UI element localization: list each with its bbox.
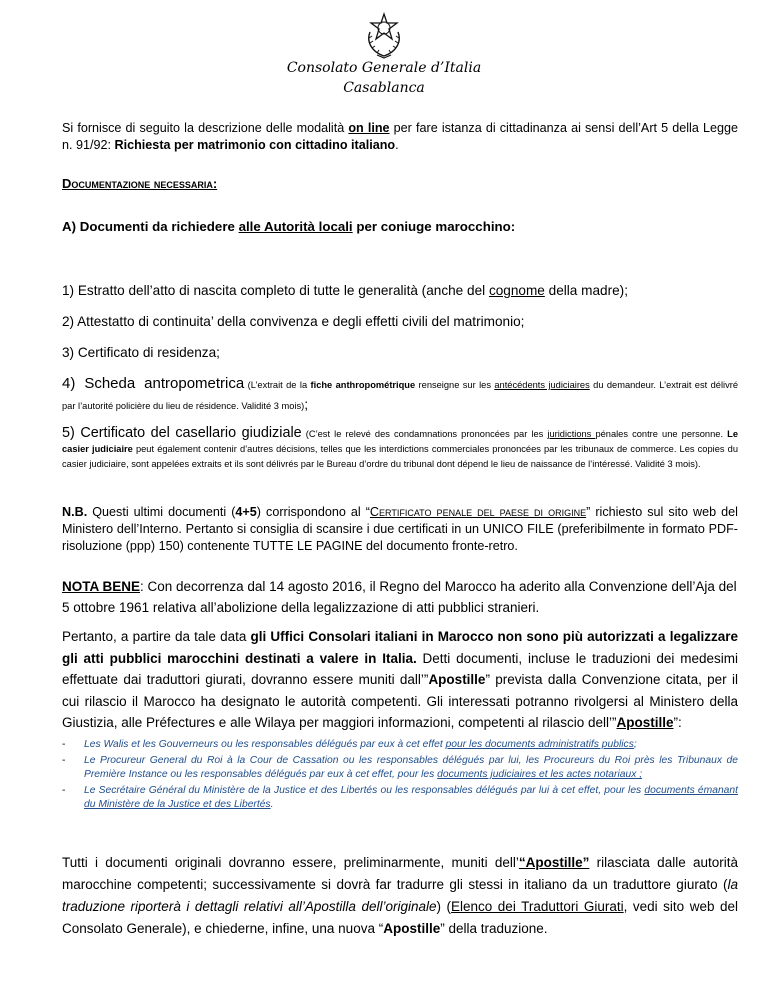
- item1-cognome: cognome: [488, 283, 545, 298]
- section-title-text: Documentazione necessaria:: [62, 176, 218, 191]
- nb-text: Questi ultimi documenti (: [87, 505, 236, 519]
- list-item: [62, 426, 738, 471]
- tutti-text: ) (: [436, 899, 452, 914]
- nota-bene-label: NOTA BENE: [62, 579, 141, 594]
- nb-paragraph: [62, 504, 738, 555]
- tutti-text: rilasciata dalle autorità marocchine competenti; successivamente si dovrà far tradurre gli stessi in italiano da un traduttore giurato (: [62, 855, 739, 892]
- subtitle-authorities: alle Autorità locali: [238, 219, 353, 234]
- pertanto-text: ” prevista dalla Convenzione citata, per il cui rilascio il Marocco ha designato le autorità competenti. Gli interessati potranno rivolgersi al Ministero della Giustizia, alle Préfectures e alle Wilaya per maggiori informazioni, competenti al rilascio dell’”: [62, 672, 738, 730]
- documents-subtitle: [62, 218, 738, 235]
- nb-label: N.B.: [62, 505, 88, 519]
- subtitle-text: A) Documenti da richiedere: [62, 219, 239, 234]
- tutti-paragraph: [62, 852, 738, 940]
- intro-text: per fare istanza di cittadinanza ai sensi dell’Art 5 della Legge n. 91/92:: [62, 121, 738, 152]
- list-item: [62, 283, 738, 298]
- intro-online: on line: [348, 121, 390, 135]
- pertanto-bold: gli Uffici Consolari italiani in Marocco non sono più autorizzati a legalizzare gli atti pubblici marocchini destinati a valere in Italia.: [62, 629, 738, 666]
- bullet-text: .: [270, 799, 274, 811]
- pertanto-text: ”:: [673, 715, 682, 730]
- subtitle-text: per coniuge marocchino:: [352, 219, 516, 234]
- list-item: [62, 314, 738, 329]
- bullet-text: ;: [633, 739, 637, 750]
- nb-certificate: Certificato penale del paese di origine: [369, 505, 587, 519]
- translators-list-link[interactable]: Elenco dei Traduttori Giurati: [451, 899, 624, 914]
- list-item: [62, 738, 738, 753]
- item5-note: pénales contre une personne.: [595, 429, 728, 439]
- bullet-dash: -: [62, 754, 66, 766]
- item4-title: 4) Scheda antropometrica: [62, 375, 245, 392]
- item5-note-bold: Le casier judiciaire: [62, 429, 738, 454]
- item5-note: peut également contenir d’autres décisions, telles que les interdictions commerciales prononcées par les tribunaux de commerce. Les copies du casier judiciaire, sont appelées extraits et ils sont délivrés par le Bureau d’ordre du tribunal dont dépend le lieu de naissance de l’intéressé. Validité 3 mois).: [62, 444, 738, 469]
- italian-emblem-icon: [362, 10, 406, 60]
- item4-end: ;: [304, 396, 309, 412]
- item4-note: du demandeur. L’extrait est délivré par l’autorité policière du lieu de résidence. Validité 3 mois): [62, 380, 738, 411]
- nota-bene-paragraph: [62, 576, 738, 618]
- section-title: [62, 175, 738, 192]
- bullet-dash: -: [62, 739, 66, 750]
- nota-bene-text: : Con decorrenza dal 14 agosto 2016, il Regno del Marocco ha aderito alla Convenzione dell’Aja del 5 ottobre 1961 relativa all’abolizione della legalizzazione di atti pubblici stranieri.: [62, 579, 737, 615]
- intro-paragraph: [62, 120, 738, 154]
- tutti-text: , vedi sito web del Consolato Generale), e chiederne, infine, una nuova “: [62, 899, 738, 936]
- bullet-underlined: documents émanant du Ministère de la Justice et des Libertés: [84, 784, 738, 811]
- authorities-list: [62, 738, 738, 813]
- list-item: [62, 784, 738, 813]
- item1-text: 1) Estratto dell’atto di nascita completo di tutte le generalità (anche del: [62, 283, 489, 298]
- apostille-term: Apostille: [616, 715, 674, 730]
- nb-text: ” richiesto sul sito web del Ministero dell’Interno. Pertanto si consiglia di scansire i due certificati in un UNICO FILE (preferibilmente in formato PDF- risoluzione (ppp) 150) contenente TUTTE LE PAGINE del documento fronte-retro.: [62, 505, 738, 553]
- bullet-dash: -: [62, 784, 66, 796]
- pertanto-text: Detti documenti, incluse le traduzioni dei medesimi effettuate dai traduttori giurati, dovranno essere muniti dall’”: [62, 650, 738, 687]
- nb-items: 4+5: [235, 505, 257, 519]
- item5-note-underlined: juridictions: [547, 429, 596, 439]
- item4-note: renseigne sur les: [415, 380, 495, 390]
- item1-text: della madre);: [544, 283, 628, 298]
- item4-note: (L’extrait de la: [244, 380, 311, 390]
- consulate-city: Casablanca: [343, 80, 425, 96]
- bullet-text: Le Secrétaire Général du Ministère de la Justice et des Libertés ou les responsables délégués par lui à cet effet, pour les: [84, 784, 645, 796]
- pertanto-paragraph: [62, 626, 738, 734]
- apostille-term: Apostille: [383, 921, 441, 936]
- item3-text: 3) Certificato di residenza;: [62, 345, 220, 360]
- apostille-term: Apostille: [428, 672, 486, 687]
- list-item: [62, 374, 738, 415]
- apostille-term: “Apostille”: [518, 855, 590, 870]
- nb-text: ) corrispondono al “: [256, 505, 370, 519]
- tutti-text: ” della traduzione.: [440, 921, 548, 936]
- list-item: [62, 754, 738, 783]
- item5-note: (C’est le relevé des condamnations prononcées par les: [301, 429, 548, 439]
- item5-title: 5) Certificato del casellario giudiziale: [62, 425, 302, 441]
- tutti-italic: la traduzione riporterà i dettagli relativi all’Apostilla dell’originale: [62, 877, 738, 914]
- pertanto-text: Pertanto, a partire da tale data: [62, 629, 251, 644]
- intro-text: .: [395, 138, 399, 152]
- intro-request-type: Richiesta per matrimonio con cittadino italiano: [114, 138, 396, 152]
- item4-note-underlined: antécédents judiciaires: [494, 380, 590, 390]
- bullet-underlined: pour les documents administratifs publics: [445, 739, 634, 750]
- bullet-underlined: documents judiciaires et les actes notariaux ;: [437, 769, 643, 781]
- intro-text: Si fornisce di seguito la descrizione delle modalità: [62, 121, 349, 135]
- item2-text: 2) Attestatto di continuita’ della convivenza e degli effetti civili del matrimonio;: [62, 314, 525, 329]
- list-item: [62, 345, 738, 360]
- consulate-name: Consolato Generale d’Italia: [286, 60, 482, 76]
- bullet-text: Les Walis et les Gouverneurs ou les responsables délégués par eux à cet effet: [84, 739, 446, 750]
- item4-note-bold: fiche anthropométrique: [310, 380, 416, 390]
- tutti-text: Tutti i documenti originali dovranno essere, preliminarmente, muniti dell’: [62, 855, 519, 870]
- bullet-text: Le Procureur General du Roi à la Cour de Cassation ou les responsables délégués par lui, les Procureurs du Roi près les Tribunaux de Première Instance ou les responsables délégués par eux à cet effet, pour les: [84, 754, 738, 781]
